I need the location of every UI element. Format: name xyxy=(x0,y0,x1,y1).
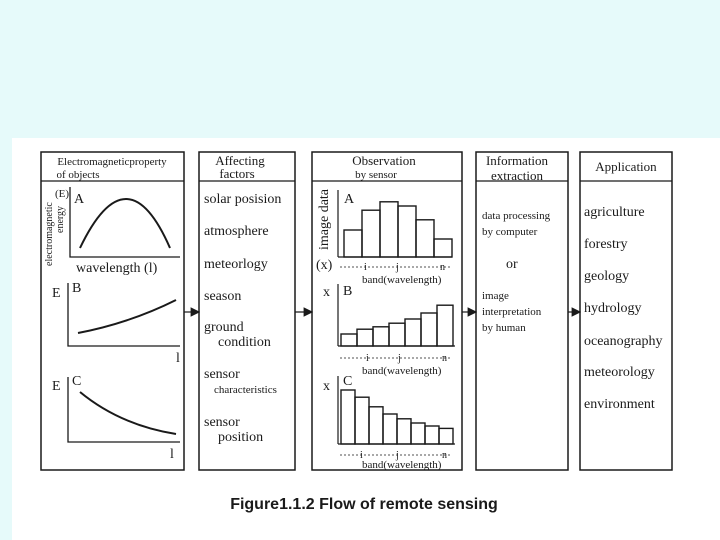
application-hydrology: hydrology xyxy=(584,301,642,316)
hist-a-tick-i: i xyxy=(364,262,367,273)
histogram-bar xyxy=(434,239,452,257)
col1-header-line1: Electromagneticproperty xyxy=(57,156,167,168)
histogram-bar xyxy=(411,423,425,444)
panel-b-x-label: l xyxy=(176,351,180,366)
histogram-bar xyxy=(380,202,398,257)
histogram-bar xyxy=(416,220,434,257)
factor-meteorology: meteorlogy xyxy=(204,257,268,272)
extraction-by-human: by human xyxy=(482,322,526,334)
column-information-extraction xyxy=(476,152,568,470)
histogram-bar xyxy=(341,390,355,444)
application-meteorology: meteorology xyxy=(584,365,655,380)
histogram-bar xyxy=(383,414,397,444)
panel-a-curve xyxy=(80,199,170,248)
histogram-bar xyxy=(397,419,411,444)
hist-b-tick-j: j xyxy=(398,353,401,364)
col2-header-line1: Affecting xyxy=(215,153,265,168)
hist-c-tick-j: j xyxy=(396,450,399,461)
histogram-bar xyxy=(437,305,453,346)
hist-a-label: A xyxy=(344,192,355,207)
e-paren-label: (E) xyxy=(55,188,70,200)
histogram-bar xyxy=(439,428,453,444)
panel-a-axes xyxy=(70,187,180,257)
panel-b-axes xyxy=(68,283,180,346)
histogram-bar xyxy=(357,329,373,346)
factor-sensor: sensor xyxy=(204,367,240,382)
col5-header: Application xyxy=(595,159,657,174)
histogram-bar xyxy=(341,334,357,346)
y-axis-label-line1: electromagnetic xyxy=(44,202,55,266)
hist-c-label: C xyxy=(343,374,353,389)
hist-b-tick-i: i xyxy=(366,353,369,364)
column-observation xyxy=(312,152,462,471)
histogram-bar xyxy=(425,426,439,444)
hist-b-tick-n: n xyxy=(442,353,447,364)
factor-position: position xyxy=(218,430,264,445)
histogram-bar xyxy=(369,407,383,444)
histogram-c xyxy=(341,390,453,444)
histogram-bar xyxy=(373,327,389,346)
factor-season: season xyxy=(204,289,242,304)
panel-c-label: C xyxy=(72,374,82,389)
histogram-bar xyxy=(344,230,362,257)
panel-b-curve xyxy=(78,300,176,333)
hist-c-tick-i: i xyxy=(360,450,363,461)
panel-a-label: A xyxy=(74,192,85,207)
col3-header-line2: by sensor xyxy=(355,169,397,181)
histogram-bar xyxy=(405,319,421,346)
hist-b-label: B xyxy=(343,284,353,299)
factor-sensor-2: sensor xyxy=(204,415,240,430)
y-axis-label-line2: energy xyxy=(55,205,66,233)
extraction-by-computer: by computer xyxy=(482,226,538,238)
col3-header-line1: Observation xyxy=(352,153,416,168)
panel-b-label: B xyxy=(72,281,82,296)
col1-header-line2: of objects xyxy=(56,169,100,181)
hist-c-x-label: x xyxy=(323,379,330,394)
histogram-bar xyxy=(362,210,380,257)
histogram-bar xyxy=(398,206,416,257)
col4-header-line1: Information xyxy=(485,153,549,168)
hist-c-tick-n: n xyxy=(442,450,447,461)
application-forestry: forestry xyxy=(584,237,628,252)
hist-a-tick-n: n xyxy=(440,262,445,273)
panel-c-e-label: E xyxy=(52,379,61,394)
factor-ground: ground xyxy=(204,320,244,335)
col4-header-line2: extraction xyxy=(491,168,543,183)
extraction-interpretation: interpretation xyxy=(482,306,542,318)
hist-c-band-label: band(wavelength) xyxy=(362,459,442,471)
hist-b-x-label: x xyxy=(323,285,330,300)
extraction-data-processing: data processing xyxy=(482,210,551,222)
histogram-bar xyxy=(389,323,405,346)
wavelength-axis-label: wavelength (l) xyxy=(76,261,158,276)
hist-a-band-label: band(wavelength) xyxy=(362,274,442,286)
histogram-bar xyxy=(421,313,437,346)
column-affecting-factors xyxy=(199,152,295,470)
histogram-b xyxy=(341,305,453,346)
column-em-property xyxy=(41,152,184,470)
factor-characteristics: characteristics xyxy=(214,384,277,396)
factor-atmosphere: atmosphere xyxy=(204,224,269,239)
x-paren-label: (x) xyxy=(316,258,333,273)
panel-b-e-label: E xyxy=(52,286,61,301)
application-environment: environment xyxy=(584,397,655,412)
factor-condition: condition xyxy=(218,335,271,350)
hist-a-tick-j: j xyxy=(396,262,399,273)
figure-caption: Figure1.1.2 Flow of remote sensing xyxy=(230,496,498,513)
application-oceanography: oceanography xyxy=(584,334,663,349)
application-geology: geology xyxy=(584,269,630,284)
application-agriculture: agriculture xyxy=(584,205,645,220)
extraction-or: or xyxy=(506,257,518,272)
column-application xyxy=(580,152,672,470)
col2-header-line2: factors xyxy=(219,166,255,181)
extraction-image: image xyxy=(482,290,509,302)
factor-solar-position: solar posision xyxy=(204,192,282,207)
histogram-bar xyxy=(355,397,369,444)
histogram-a xyxy=(344,202,452,257)
panel-c-x-label: l xyxy=(170,447,174,462)
image-data-label: image data xyxy=(317,188,332,250)
panel-c-curve xyxy=(80,392,176,434)
hist-b-band-label: band(wavelength) xyxy=(362,365,442,377)
